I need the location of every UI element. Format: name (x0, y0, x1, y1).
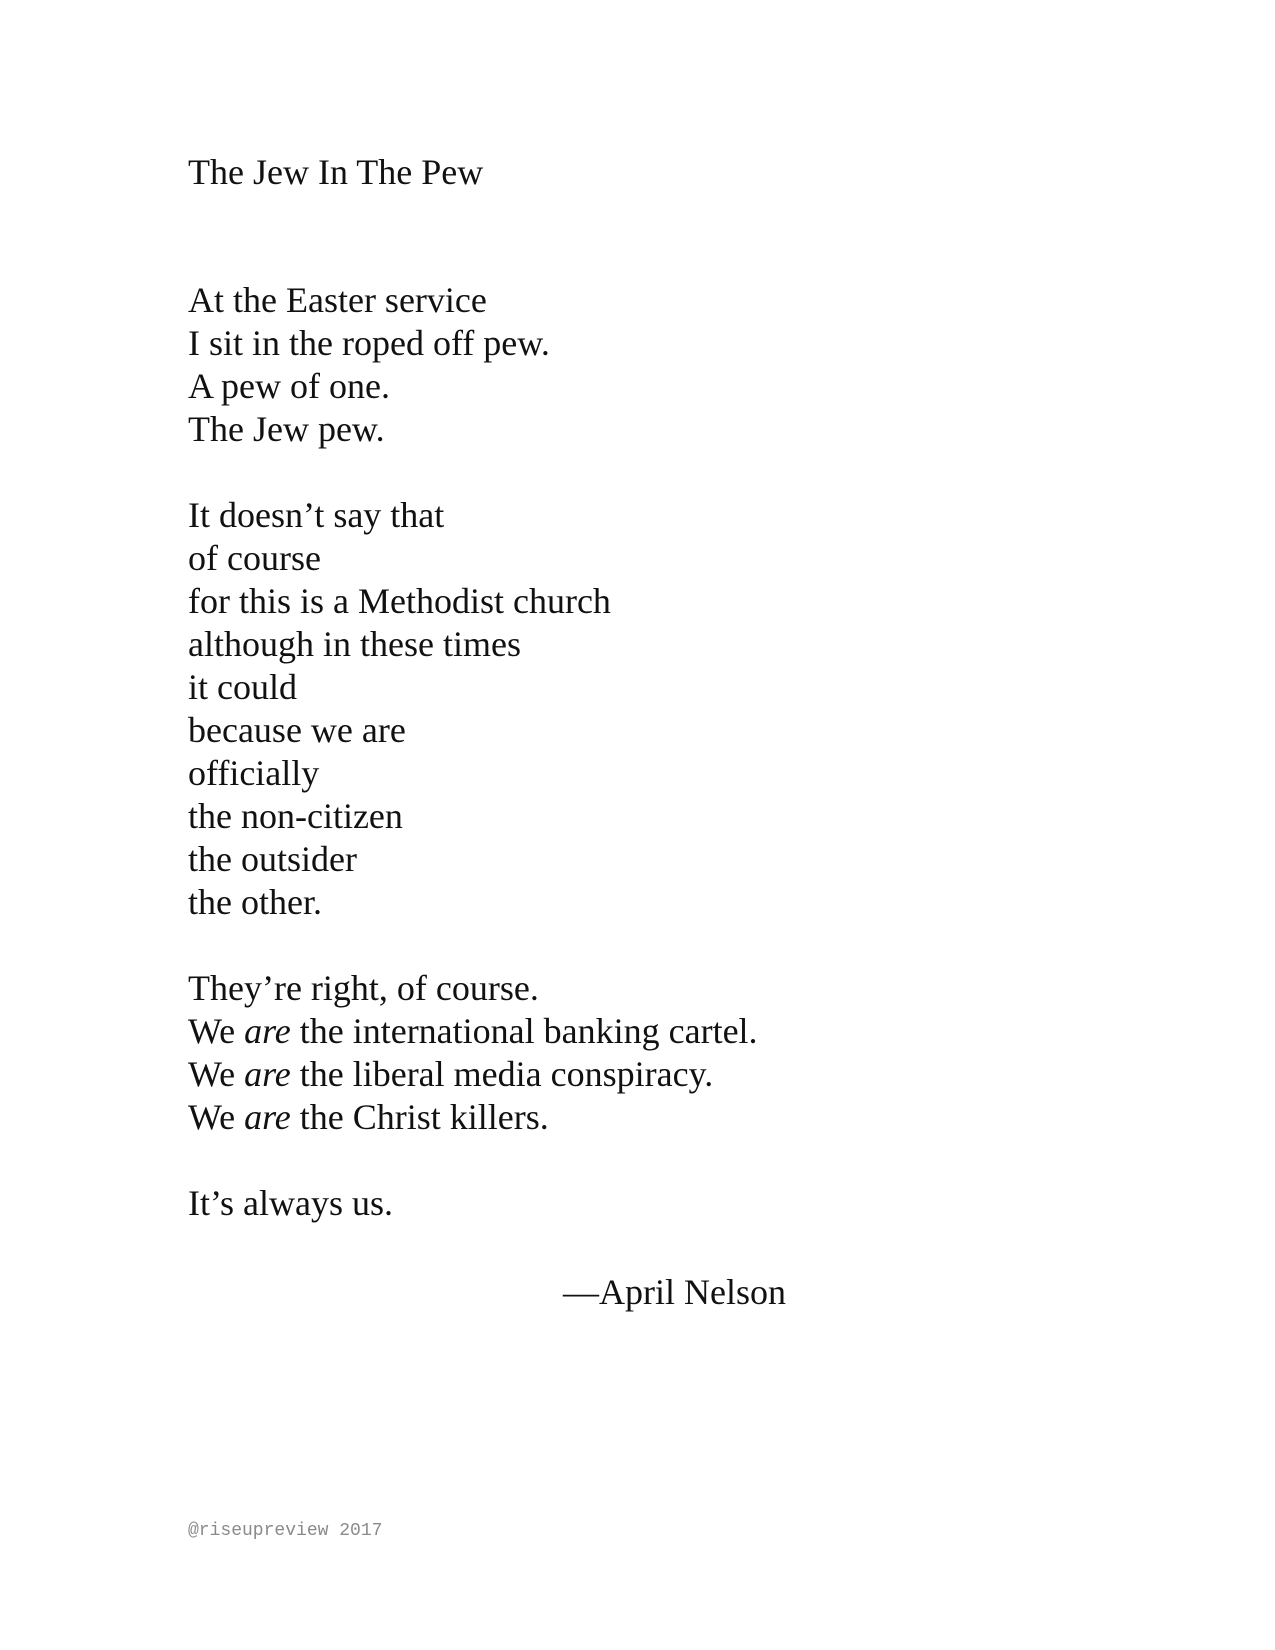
poem-line: although in these times (188, 624, 521, 664)
poem-line: of course (188, 538, 321, 578)
poem-line: They’re right, of course. (188, 968, 539, 1008)
poem-line: for this is a Methodist church (188, 581, 611, 621)
poem-title: The Jew In The Pew (188, 152, 484, 192)
poem-line: officially (188, 753, 320, 793)
line-remainder: the Christ killers. (299, 1097, 549, 1137)
footer-credit: @riseupreview 2017 (188, 1521, 383, 1541)
poem-line: I sit in the roped off pew. (188, 323, 550, 363)
poem-line (188, 1053, 758, 1096)
poem-line: The Jew pew. (188, 409, 385, 449)
poem-line: the non-citizen (188, 796, 403, 836)
poem-line: It’s always us. (188, 1183, 393, 1223)
emphasis-are: are (244, 1011, 291, 1051)
poem-body (188, 279, 758, 1268)
emphasis-are: are (244, 1097, 291, 1137)
poem-line: A pew of one. (188, 366, 390, 406)
poem-line: the outsider (188, 839, 357, 879)
word-we: We (188, 1054, 236, 1094)
poem-line: At the Easter service (188, 280, 487, 320)
poem-line: the other. (188, 882, 322, 922)
poem-line: It doesn’t say that (188, 495, 445, 535)
line-remainder: the international banking cartel. (299, 1011, 758, 1051)
stanza-3 (188, 967, 758, 1139)
author-signature: —April Nelson (563, 1272, 786, 1312)
stanza-2 (188, 494, 758, 924)
poem-line: because we are (188, 710, 406, 750)
line-remainder: the liberal media conspiracy. (299, 1054, 714, 1094)
poem-line (188, 1096, 758, 1139)
poem-line: it could (188, 667, 297, 707)
stanza-4 (188, 1182, 758, 1225)
stanza-1 (188, 279, 758, 451)
emphasis-are: are (244, 1054, 291, 1094)
word-we: We (188, 1011, 236, 1051)
word-we: We (188, 1097, 236, 1137)
poem-line (188, 1010, 758, 1053)
